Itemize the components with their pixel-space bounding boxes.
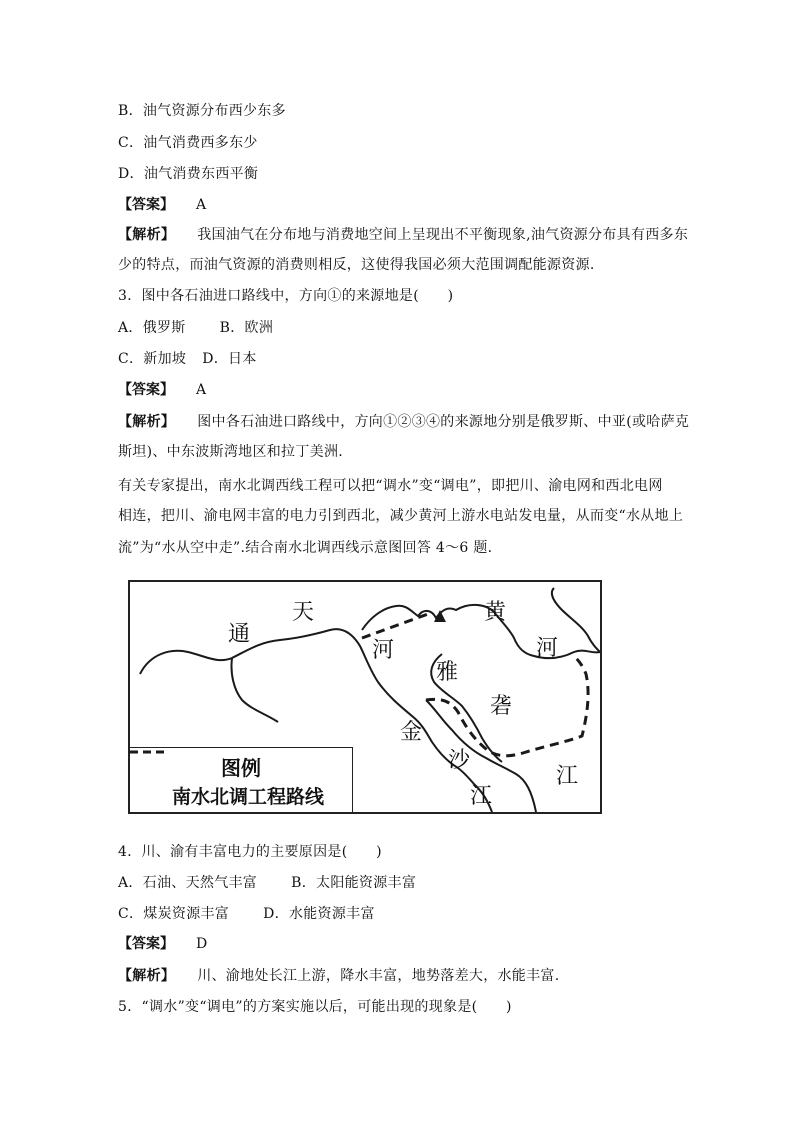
q4-options-ab (118, 873, 416, 893)
q3-analysis-1 (118, 412, 689, 432)
q4-option-d: D．水能资源丰富 (263, 906, 375, 922)
q3-stem: 3．图中各石油进口路线中，方向①的来源地是( ) (118, 288, 454, 304)
analysis-text: 我国油气在分布地与消费地空间上呈现出不平衡现象,油气资源分布具有西多东 (197, 227, 689, 243)
answer-tag: 【答案】 (118, 936, 174, 952)
label-sha: 沙 (448, 748, 471, 773)
q5-stem: 5．“调水”变“调电”的方案实施以后，可能出现的现象是( ) (118, 999, 512, 1015)
legend-item: 南水北调工程路线 (172, 786, 325, 808)
q4-analysis (118, 966, 559, 986)
analysis-text: 川、渝地处长江上游，降水丰富，地势落差大，水能丰富. (197, 968, 560, 984)
q4-options-cd (118, 904, 375, 924)
label-jiang-2: 江 (556, 764, 579, 789)
label-he-1: 河 (372, 638, 395, 663)
map-legend (130, 747, 353, 812)
yellow-river-upper (552, 588, 600, 652)
q2-option-d: D．油气消费东西平衡 (118, 166, 259, 182)
label-ya: 雅 (436, 660, 459, 685)
q3-answer (118, 380, 206, 400)
q3-analysis-2: 斯坦)、中东波斯湾地区和拉丁美洲. (118, 444, 344, 460)
q4-stem: 4．川、渝有丰富电力的主要原因是( ) (118, 844, 382, 860)
label-he-2: 河 (536, 636, 559, 661)
intro-line-2: 相连，把川、渝电网丰富的电力引到西北，减少黄河上游水电站发电量，从而变“水从地上 (118, 508, 684, 524)
answer-value: D (196, 936, 208, 952)
analysis-text: 图中各石油进口路线中，方向①②③④的来源地分别是俄罗斯、中亚(或哈萨克 (197, 414, 690, 430)
analysis-tag: 【解析】 (118, 968, 176, 984)
q3-options-cd (118, 349, 257, 369)
q3-option-d: D．日本 (202, 351, 257, 367)
q4-option-c: C．煤炭资源丰富 (118, 906, 230, 922)
q3-option-a: A．俄罗斯 (118, 320, 186, 336)
tributary-tong (231, 658, 278, 722)
answer-tag: 【答案】 (118, 382, 174, 398)
q3-option-c: C．新加坡 (118, 351, 187, 367)
intro-line-3: 流”为“水从空中走”.结合南水北调西线示意图回答 4～6 题. (118, 540, 493, 556)
intro-line-1: 有关专家提出，南水北调西线工程可以把“调水”变“调电”，即把川、渝电网和西北电网 (118, 478, 663, 494)
q2-option-b: B．油气资源分布西少东多 (118, 103, 286, 119)
answer-value: A (196, 197, 207, 213)
q4-option-b: B．太阳能资源丰富 (291, 875, 417, 891)
legend-title: 图例 (221, 756, 261, 780)
label-jiang-1: 江 (470, 784, 493, 809)
q2-analysis-2: 少的特点，而油气资源的消费则相反，这使得我国必须大范围调配能源资源. (118, 257, 595, 273)
label-huang: 黄 (484, 600, 507, 625)
answer-tag: 【答案】 (118, 197, 174, 213)
q4-option-a: A．石油、天然气丰富 (118, 875, 258, 891)
q3-options-ab (118, 318, 273, 338)
q3-option-b: B．欧洲 (219, 320, 274, 336)
q2-analysis-1 (118, 225, 688, 245)
q2-option-c: C．油气消费西多东少 (118, 135, 258, 151)
label-tian: 天 (292, 600, 315, 625)
label-tong: 通 (228, 622, 251, 647)
legend-dash-icon (130, 748, 166, 756)
analysis-tag: 【解析】 (118, 227, 176, 243)
route-map (128, 580, 602, 814)
analysis-tag: 【解析】 (118, 414, 176, 430)
q4-answer (118, 934, 207, 954)
label-long: 砻 (490, 694, 513, 719)
q2-answer (118, 195, 206, 215)
answer-value: A (196, 382, 207, 398)
label-jin: 金 (400, 720, 423, 745)
